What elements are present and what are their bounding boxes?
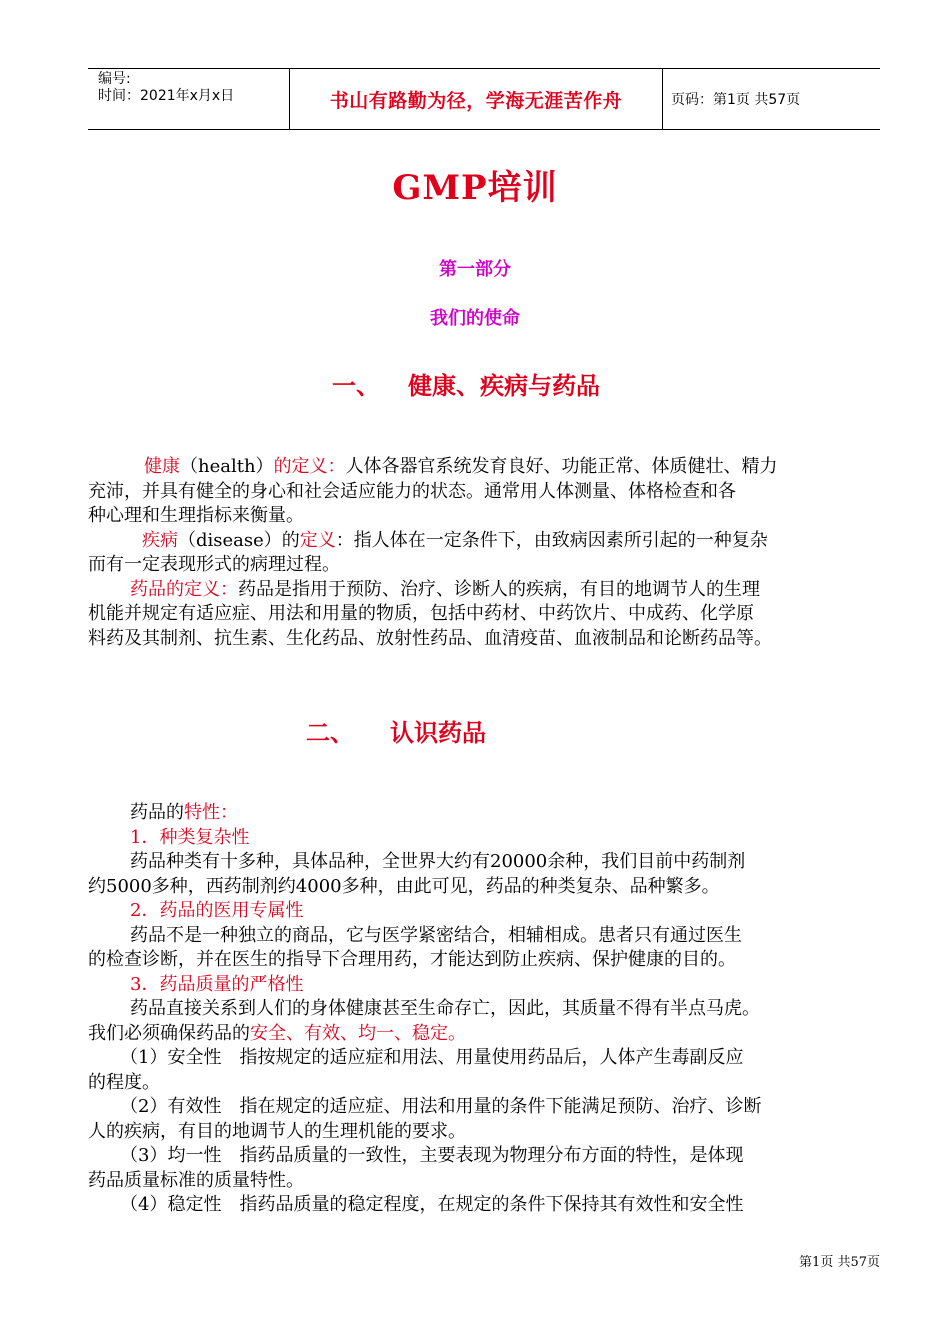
document-title: GMP培训	[392, 168, 558, 208]
quality3-line-2: 药品质量标准的质量特性。	[88, 1169, 304, 1191]
prop2-line-2: 的检查诊断，并在医生的指导下合理用药，才能达到防止疾病、保护健康的目的。	[88, 949, 736, 970]
disease-line-2: 而有一定表现形式的病理过程。	[88, 554, 340, 575]
quality2-line-1: （2）有效性 指在规定的适应症、用法和用量的条件下能满足预防、治疗、诊断	[120, 1096, 762, 1117]
prop2-heading: 2．药品的医用专属性	[130, 900, 304, 921]
header-motto: 书山有路勤为径，学海无涯苦作舟	[290, 69, 663, 129]
section2-number: 二、	[306, 718, 354, 747]
section2-title: 认识药品	[390, 718, 486, 747]
prop3-heading: 3．药品质量的严格性	[130, 973, 304, 995]
prop2-line-1: 药品不是一种独立的商品，它与医学紧密结合，相辅相成。患者只有通过医生	[130, 924, 742, 946]
section2-heading	[306, 713, 486, 748]
quality3-line-1: （3）均一性 指药品质量的一致性，主要表现为物理分布方面的特性，是体现	[120, 1145, 744, 1166]
page-footer: 第1页 共57页	[799, 1255, 880, 1270]
prop3-line-1: 药品直接关系到人们的身体健康甚至生命存亡，因此，其质量不得有半点马虎。	[130, 998, 760, 1019]
disease-line-1: 疾病（disease）的定义：指人体在一定条件下，由致病因素所引起的一种复杂	[142, 529, 768, 551]
quality2-line-2: 人的疾病，有目的地调节人的生理机能的要求。	[88, 1120, 466, 1142]
number-label: 编号:	[98, 71, 131, 87]
section1-heading	[332, 366, 600, 401]
header-meta-cell	[88, 69, 290, 129]
prop1-line-2: 约5000多种，西药制剂约4000多种，由此可见，药品的种类复杂、品种繁多。	[88, 875, 720, 897]
drug-line-1: 药品的定义：药品是指用于预防、治疗、诊断人的疾病，有目的地调节人的生理	[130, 578, 760, 600]
quality1-line-1: （1）安全性 指按规定的适应症和用法、用量使用药品后，人体产生毒副反应	[120, 1047, 744, 1068]
quality4-line-1: （4）稳定性 指药品质量的稳定程度，在规定的条件下保持其有效性和安全性	[120, 1194, 744, 1215]
properties-block	[88, 801, 882, 1218]
section1-title: 健康、疾病与药品	[408, 371, 600, 400]
drug-line-2: 机能并规定有适应症、用法和用量的物质，包括中药材、中药饮片、中成药、化学原	[88, 603, 754, 624]
header-table	[88, 68, 880, 130]
part-label: 第一部分	[439, 259, 511, 280]
prop1-line-1: 药品种类有十多种，具体品种，全世界大约有20000余种，我们目前中药制剂	[130, 851, 746, 872]
health-line-3: 种心理和生理指标来衡量。	[88, 505, 304, 526]
section1-number: 一、	[332, 371, 380, 400]
mission-heading: 我们的使命	[430, 308, 520, 329]
health-line-2: 充沛，并具有健全的身心和社会适应能力的状态。通常用人体测量、体格检查和各	[88, 480, 736, 502]
props-intro: 药品的特性：	[130, 802, 238, 823]
time-label: 时间：2021年x月x日	[98, 88, 235, 104]
prop1-heading: 1．种类复杂性	[130, 826, 250, 848]
prop3-line-2: 我们必须确保药品的安全、有效、均一、稳定。	[88, 1022, 466, 1044]
header-page-code: 页码：第1页 共57页	[671, 92, 801, 108]
health-line-1: 健康（health）的定义：人体各器官系统发育良好、功能正常、体质健壮、精力	[144, 456, 778, 477]
definitions-block	[88, 455, 882, 651]
drug-line-3: 料药及其制剂、抗生素、生化药品、放射性药品、血清疫苗、血液制品和论断药品等。	[88, 627, 772, 649]
quality1-line-2: 的程度。	[88, 1071, 160, 1093]
